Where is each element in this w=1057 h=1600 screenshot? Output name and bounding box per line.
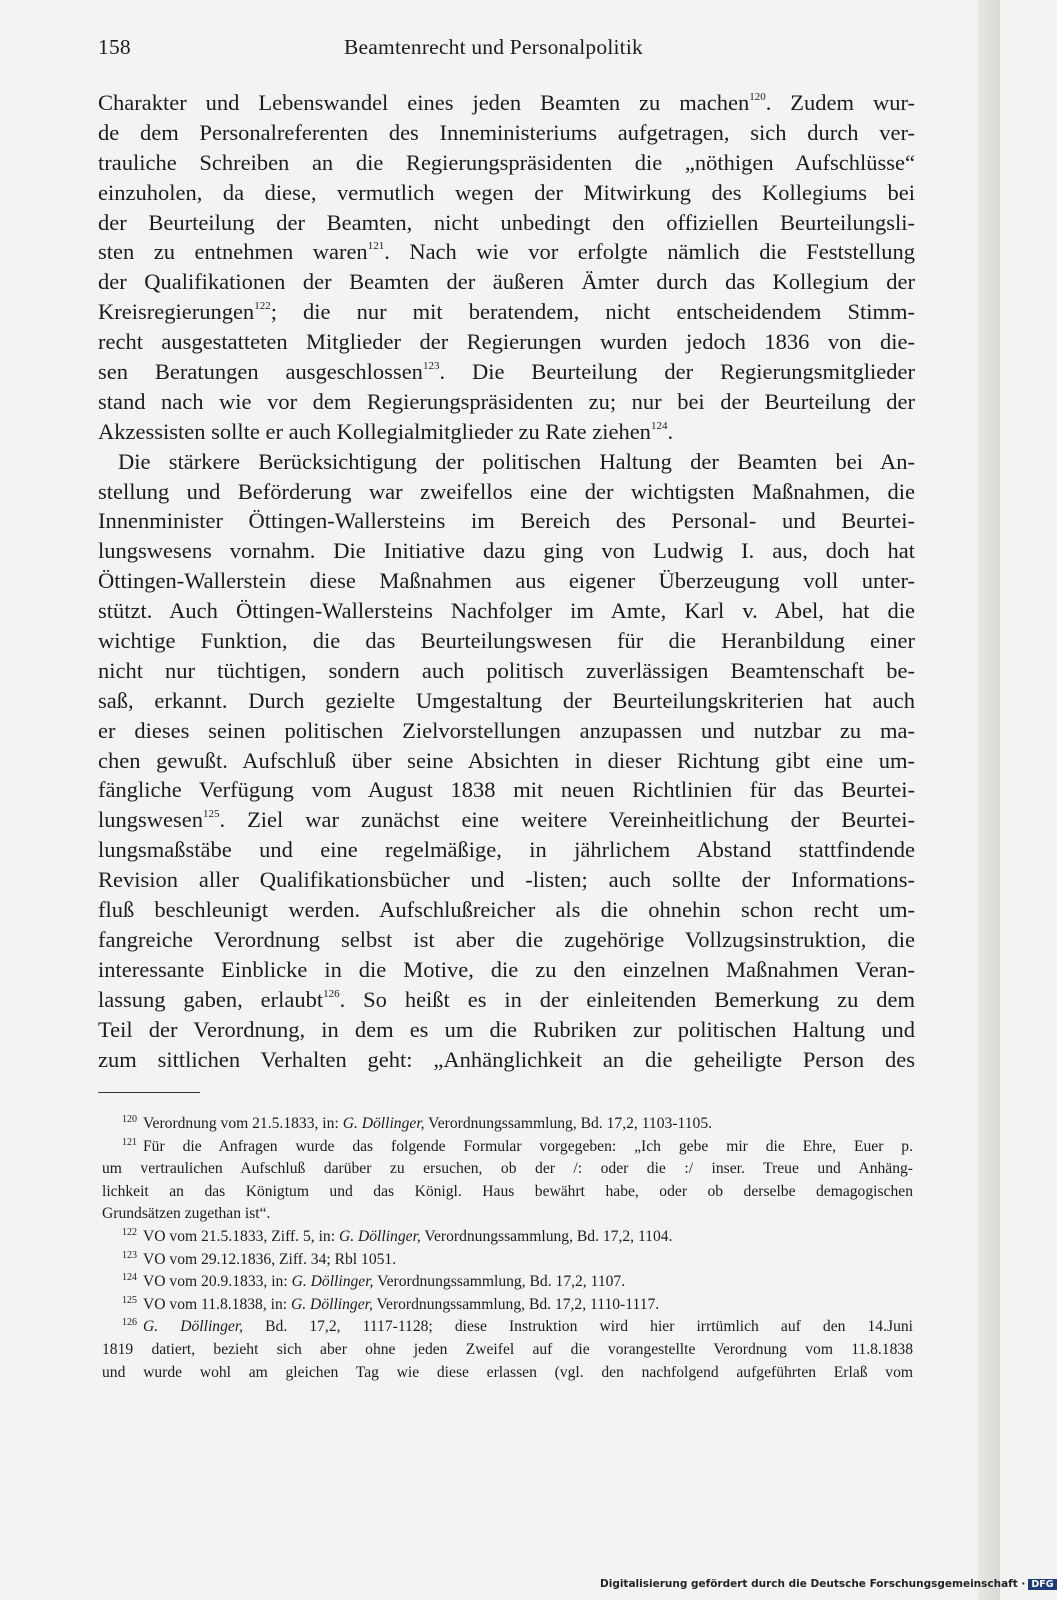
text-line: lassung gaben, erlaubt$^{126}$. So heißt es in der einleitenden Bemerkung zu dem — [98, 986, 915, 1012]
text-line: de dem Personalreferenten des Inneministeriums aufgetragen, sich durch ver- — [98, 119, 915, 145]
footnote-121: $^{121}$ Für die Anfragen wurde das folgende Formular vorgegeben: „Ich gebe mir die Ehre, Euer p. — [122, 1136, 913, 1155]
text-line: fluß beschleunigt werden. Aufschlußreicher als die ohnehin schon recht um- — [98, 897, 915, 923]
text-line: saß, erkannt. Durch gezielte Umgestaltung der Beurteilungskriterien hat auch — [98, 687, 915, 713]
text-line: Charakter und Lebenswandel eines jeden Beamten zu machen$^{120}$. Zudem wur- — [98, 90, 915, 115]
footnote-124: $^{124}$ VO vom 20.9.1833, in: G. Döllinger, Verordnungssammlung, Bd. 17,2, 1107. — [122, 1272, 626, 1291]
text-line: stellung und Beförderung war zweifellos eine der wichtigsten Maßnahmen, die — [98, 478, 915, 504]
page-number: 158 — [98, 35, 131, 59]
main-text — [98, 88, 915, 1074]
footnote-121-line: um vertraulichen Aufschluß darüber zu ersuchen, ob der /: oder die :/ inser. Treue und Anhäng- — [102, 1160, 913, 1178]
footnote-120: $^{120}$ Verordnung vom 21.5.1833, in: G. Döllinger, Verordnungssammlung, Bd. 17,2, 1103-1105. — [122, 1114, 713, 1132]
footnote-121-line: Grundsätzen zugethan ist“. — [102, 1205, 271, 1223]
text-line: nicht nur tüchtigen, sondern auch politisch zuverlässigen Beamtenschaft be- — [98, 657, 915, 683]
footnote-ref: 121 — [367, 240, 385, 253]
text-line: einzuholen, da diese, vermutlich wegen der Mitwirkung des Kollegiums bei — [98, 179, 915, 205]
text-line: fangreiche Verordnung selbst ist aber die zugehörige Vollzugsinstruktion, die — [98, 926, 915, 952]
text-line: stand nach wie vor dem Regierungspräsidenten zu; nur bei der Beurteilung der — [98, 388, 915, 414]
footnote-125: $^{125}$ VO vom 11.8.1838, in: G. Döllinger, Verordnungssammlung, Bd. 17,2, 1110-1117. — [122, 1294, 660, 1313]
text-line: lungsmaßstäbe und eine regelmäßige, in jährlichem Abstand stattfindende — [98, 837, 915, 863]
text-line: Revision aller Qualifikationsbücher und -listen; auch sollte der Informations- — [98, 867, 915, 893]
digitization-credit — [600, 1578, 1057, 1596]
text-line: fängliche Verfügung vom August 1838 mit neuen Richtlinien für das Beurtei- — [98, 777, 915, 803]
footnote-ref: 123 — [422, 360, 440, 373]
footnote-ref: 120 — [749, 91, 766, 103]
text-line: stützt. Auch Öttingen-Wallersteins Nachfolger im Amte, Karl v. Abel, hat die — [98, 598, 915, 624]
text-line: Öttingen-Wallerstein diese Maßnahmen aus eigener Überzeugung voll unter- — [98, 568, 915, 594]
text-line: lungswesens vornahm. Die Initiative dazu ging von Ludwig I. aus, doch hat — [98, 538, 915, 564]
footnote-122: $^{122}$ VO vom 21.5.1833, Ziff. 5, in: G. Döllinger, Verordnungssammlung, Bd. 17,2, 1104. — [122, 1226, 673, 1245]
footnote-126: $^{126}$ G. Döllinger, Bd. 17,2, 1117-1128; diese Instruktion wird hier irrtümlich auf den 14.Juni — [122, 1317, 914, 1336]
credit-text: Digitalisierung gefördert durch die Deutsche Forschungsgemeinschaft · — [600, 1578, 1026, 1590]
text-line: Teil der Verordnung, in dem es um die Rubriken zur politischen Haltung und — [98, 1016, 915, 1042]
footnote-121-line: lichkeit an das Königtum und das Königl. Haus bewährt habe, oder ob derselbe demagogischen — [102, 1182, 913, 1200]
footnote-ref: 125 — [203, 808, 220, 821]
text-line: sten zu entnehmen waren$^{121}$. Nach wie vor erfolgte nämlich die Feststellung — [98, 239, 915, 265]
text-line: Akzessisten sollte er auch Kollegialmitglieder zu Rate ziehen$^{124}$. — [98, 418, 674, 444]
text-line: interessante Einblicke in die Motive, die zu den einzelnen Maßnahmen Veran- — [98, 956, 915, 982]
scan-edge — [978, 0, 1000, 1600]
page-header — [98, 31, 913, 63]
footnote-divider — [98, 1092, 200, 1093]
footnote-126-line: und wurde wohl am gleichen Tag wie diese erlassen (vgl. den nachfolgend aufgeführten Erlaß vom — [102, 1363, 913, 1381]
text-line: sen Beratungen ausgeschlossen$^{123}$. Die Beurteilung der Regierungsmitglieder — [98, 359, 915, 385]
text-line: zum sittlichen Verhalten geht: „Anhänglichkeit an die geheiligte Person des — [98, 1046, 915, 1072]
text-line: chen gewußt. Aufschluß über seine Absichten in dieser Richtung gibt eine um- — [98, 747, 915, 773]
footnote-ref: 124 — [650, 419, 668, 432]
footnote-126-line: 1819 datiert, bezieht sich aber ohne jeden Zweifel auf die vorangestellte Verordnung vom 11.8.1838 — [102, 1340, 913, 1358]
text-line: recht ausgestatteten Mitglieder der Regierungen wurden jedoch 1836 von die- — [98, 329, 915, 355]
running-title: Beamtenrecht und Personalpolitik — [344, 35, 643, 59]
text-line: Die stärkere Berücksichtigung der politischen Haltung der Beamten bei An- — [118, 448, 915, 474]
text-line: Innenminister Öttingen-Wallersteins im Bereich des Personal- und Beurtei- — [98, 508, 915, 534]
text-line: lungswesen$^{125}$. Ziel war zunächst eine weitere Vereinheitlichung der Beurtei- — [98, 807, 915, 833]
text-line: trauliche Schreiben an die Regierungspräsidenten die „nöthigen Aufschlüsse“ — [98, 149, 915, 175]
text-line: wichtige Funktion, die das Beurteilungswesen für die Heranbildung einer — [98, 628, 915, 654]
footnotes — [102, 1113, 913, 1384]
footnote-ref: 122 — [254, 300, 271, 313]
footnote-ref: 126 — [323, 987, 340, 1000]
dfg-logo: DFG — [1028, 1579, 1056, 1590]
text-line: der Qualifikationen der Beamten der äußeren Ämter durch das Kollegium der — [98, 269, 915, 295]
text-line: er dieses seinen politischen Zielvorstellungen anzupassen und nutzbar zu ma- — [98, 717, 915, 743]
text-line: der Beurteilung der Beamten, nicht unbedingt den offiziellen Beurteilungsli- — [98, 209, 915, 235]
footnote-123: $^{123}$ VO vom 29.12.1836, Ziff. 34; Rbl 1051. — [122, 1249, 397, 1268]
text-line: Kreisregierungen$^{122}$; die nur mit beratendem, nicht entscheidendem Stimm- — [98, 299, 915, 325]
